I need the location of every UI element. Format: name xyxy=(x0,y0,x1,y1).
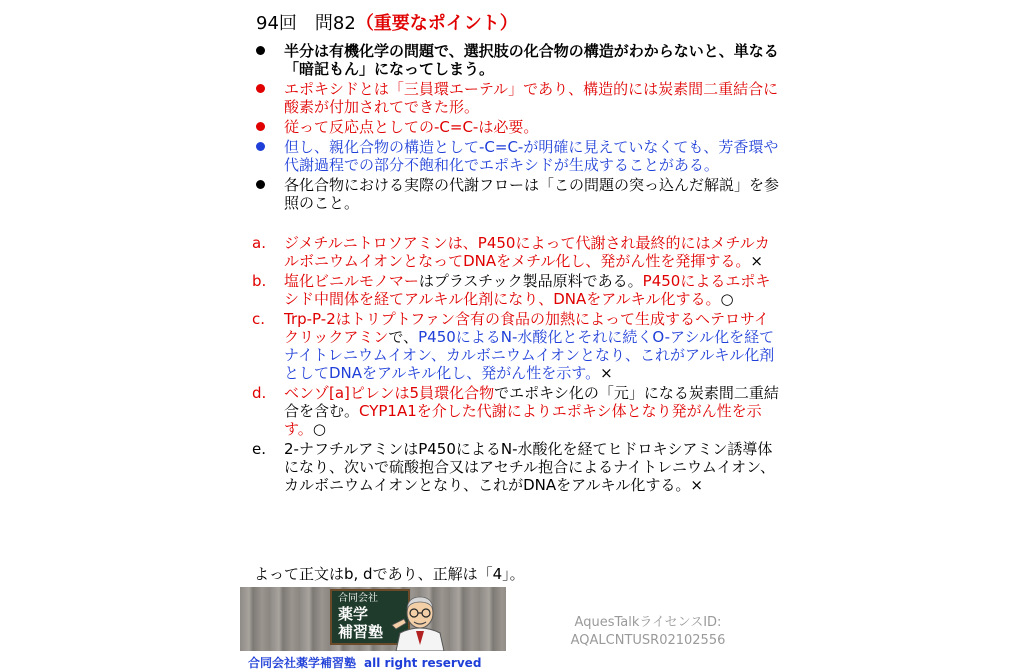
license-info xyxy=(548,614,748,650)
option-text: CYP1A1を介した代謝によりエポキシ体となり発がん性を示す。 xyxy=(284,402,762,438)
bullet-dot-icon xyxy=(256,122,265,131)
option-label: c. xyxy=(252,310,266,328)
option-item xyxy=(250,234,780,270)
option-item xyxy=(250,384,780,438)
option-item xyxy=(250,440,780,494)
bullet-item xyxy=(250,80,780,116)
footer-company xyxy=(248,654,481,671)
title-highlight: （重要なポイント） xyxy=(355,13,518,34)
option-label: a. xyxy=(252,234,266,252)
title-text: 94回 問82 xyxy=(256,13,356,34)
teacher-illustration xyxy=(390,589,450,651)
option-text: × xyxy=(750,252,763,270)
option-text: Trp-P-2はトリプトファン含有の食品の加熱によって生成するヘテロサイクリックアミン xyxy=(284,310,769,346)
option-text: で、 xyxy=(388,328,419,346)
logo-line3: 補習塾 xyxy=(338,623,384,641)
option-text: P450によるエポキシド中間体を経てアルキル化剤になり、DNAをアルキル化する。 xyxy=(284,272,771,308)
option-list xyxy=(250,234,780,496)
slide-title xyxy=(256,12,518,36)
bullet-item xyxy=(250,42,780,78)
option-text: ○ xyxy=(720,290,734,308)
option-text: ジメチルニトロソアミンは、P450によって代謝され最終的にはメチルカルボニウムイオンとなってDNAをメチル化し、発がん性を発揮する。 xyxy=(284,234,770,270)
option-text: はプラスチック製品原料である。 xyxy=(418,272,643,290)
option-item xyxy=(250,272,780,308)
bullet-text: 各化合物における実際の代謝フローは「この問題の突っ込んだ解説」を参照のこと。 xyxy=(284,176,780,212)
license-id: AQALCNTUSR02102556 xyxy=(570,633,726,648)
option-text: P450によるN-水酸化とそれに続くO-アシル化を経てナイトレニウムイオン、カルボニウムイオンとなり、これがアルキル化剤としてDNAをアルキル化し、発がん性を示す。 xyxy=(284,328,775,382)
option-text: 2-ナフチルアミンはP450によるN-水酸化を経てヒドロキシアミン誘導体になり、次いで硫酸抱合又はアセチル抱合によるナイトレニウムイオン、カルボニウムイオンとなり、これがDNAをアルキル化する。× xyxy=(284,440,775,494)
company-logo xyxy=(240,587,506,651)
option-text: でエポキシ化の「元」になる炭素間二重結合を含む。 xyxy=(284,384,779,420)
option-text: ベンゾ[a]ピレンは5員環化合物 xyxy=(284,384,495,402)
bullet-text: 従って反応点としての-C=C-は必要。 xyxy=(284,118,539,136)
bullet-item xyxy=(250,118,780,136)
license-label: AquesTalkライセンスID: xyxy=(574,615,722,630)
option-label: b. xyxy=(252,272,267,290)
bullet-text: 半分は有機化学の問題で、選択肢の化合物の構造がわからないと、単なる「暗記もん」になってしまう。 xyxy=(284,42,779,78)
copyright-text: all right reserved xyxy=(364,656,482,670)
bullet-item xyxy=(250,138,780,174)
bullet-item xyxy=(250,176,780,212)
bullet-text: エポキシドとは「三員環エーテル」であり、構造的には炭素間二重結合に酸素が付加されてできた形。 xyxy=(284,80,779,116)
option-text: 塩化ビニルモノマー xyxy=(284,272,419,290)
bullet-dot-icon xyxy=(256,84,265,93)
bullet-text: 但し、親化合物の構造として-C=C-が明確に見えていなくても、芳香環や代謝過程での部分不飽和化でエポキシドが生成することがある。 xyxy=(284,138,779,174)
option-label: d. xyxy=(252,384,267,402)
logo-line2: 薬学 xyxy=(338,605,369,623)
option-label: e. xyxy=(252,440,266,458)
logo-line1: 合同会社 xyxy=(338,593,378,604)
conclusion-text: よって正文はb, dであり、正解は「4」。 xyxy=(254,565,525,583)
option-text: ○ xyxy=(312,420,326,438)
company-name: 合同会社薬学補習塾 xyxy=(248,656,357,670)
option-text: × xyxy=(600,364,613,382)
bullet-dot-icon xyxy=(256,46,265,55)
bullet-dot-icon xyxy=(256,180,265,189)
option-item xyxy=(250,310,780,382)
bullet-dot-icon xyxy=(256,142,265,151)
bullet-list xyxy=(250,42,780,214)
